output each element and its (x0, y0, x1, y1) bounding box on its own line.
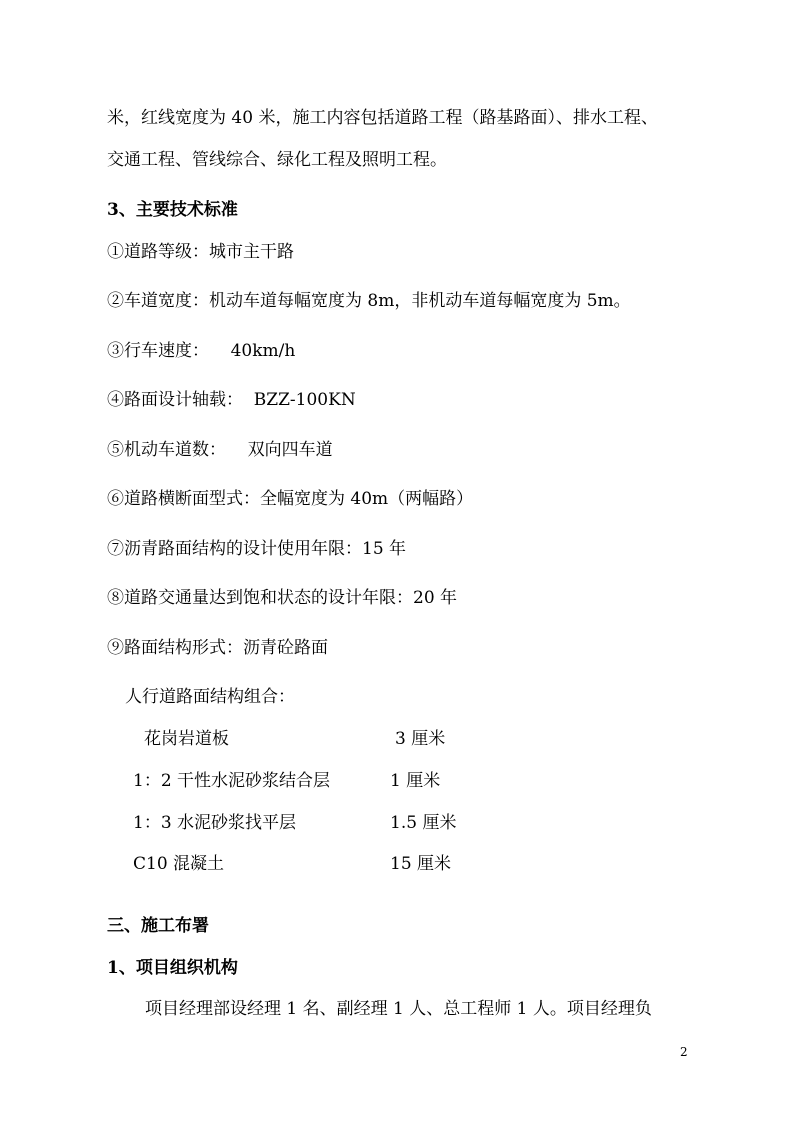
subsection-1-heading: 1、项目组织机构 (107, 958, 238, 978)
standard-item-9: ⑨路面结构形式：沥青砼路面 (107, 638, 328, 658)
sidewalk-layer-4-thickness: 15 厘米 (390, 854, 452, 874)
standard-item-1: ①道路等级：城市主干路 (107, 242, 294, 262)
sidewalk-heading: 人行道路面结构组合： (125, 687, 295, 707)
sidewalk-layer-3-material: 1：3 水泥砂浆找平层 (133, 813, 297, 833)
sidewalk-layer-1-material: 花岗岩道板 (144, 729, 229, 749)
part-3-heading: 三、施工布署 (107, 916, 209, 936)
section-3-heading: 3、主要技术标准 (107, 200, 238, 220)
standard-item-4: ④路面设计轴载： BZZ-100KN (107, 390, 356, 410)
standard-item-2: ②车道宽度：机动车道每幅宽度为 8m，非机动车道每幅宽度为 5m。 (107, 291, 631, 311)
sidewalk-layer-2-thickness: 1 厘米 (390, 771, 441, 791)
intro-line-1: 米，红线宽度为 40 米，施工内容包括道路工程（路基路面）、排水工程、 (107, 108, 658, 128)
sidewalk-layer-2-material: 1：2 干性水泥砂浆结合层 (133, 771, 331, 791)
sidewalk-layer-1-thickness: 3 厘米 (395, 729, 446, 749)
standard-item-5: ⑤机动车道数： 双向四车道 (107, 440, 333, 460)
closing-paragraph-line: 项目经理部设经理 1 名、副经理 1 人、总工程师 1 人。项目经理负 (145, 999, 652, 1019)
standard-item-8: ⑧道路交通量达到饱和状态的设计年限：20 年 (107, 588, 458, 608)
standard-item-7: ⑦沥青路面结构的设计使用年限：15 年 (107, 539, 407, 559)
standard-item-3: ③行车速度： 40km/h (107, 341, 296, 361)
page-number: 2 (680, 1045, 688, 1059)
sidewalk-layer-4-material: C10 混凝土 (133, 854, 225, 874)
sidewalk-layer-3-thickness: 1.5 厘米 (390, 813, 457, 833)
intro-line-2: 交通工程、管线综合、绿化工程及照明工程。 (107, 150, 447, 170)
standard-item-6: ⑥道路横断面型式：全幅宽度为 40m（两幅路） (107, 489, 474, 509)
